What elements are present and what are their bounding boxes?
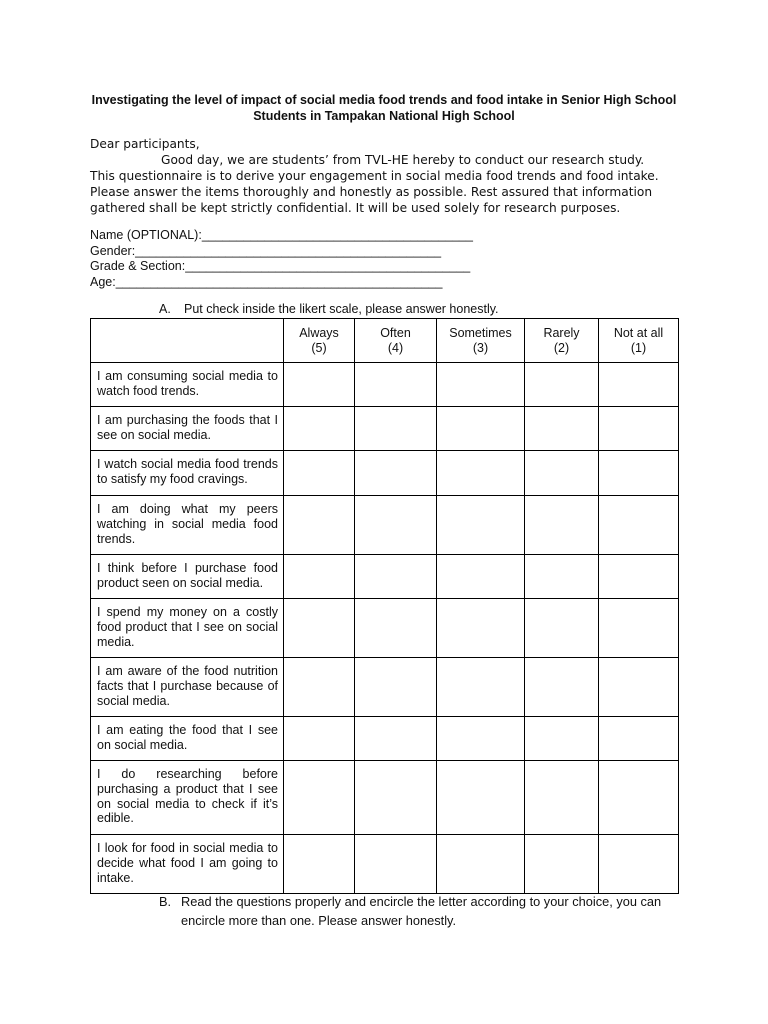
gender-field[interactable]: Gender:____________________________________________: [90, 243, 442, 258]
answer-cell[interactable]: [284, 451, 355, 496]
question-text: I am consuming social media to watch food trends.: [91, 363, 284, 407]
answer-cell[interactable]: [437, 363, 525, 407]
answer-cell[interactable]: [525, 555, 599, 599]
header-scale-cell: Rarely (2): [525, 319, 599, 363]
title-line-1: Investigating the level of impact of social media food trends and food intake in Senior High School: [91, 93, 677, 107]
name-field[interactable]: Name (OPTIONAL):_______________________________________: [90, 228, 473, 242]
answer-cell[interactable]: [525, 761, 599, 835]
intro-body-rest: This questionnaire is to derive your engagement in social media food trends and food intake. Please answer the items thoroughly and honestly as possible. Rest assured that information gathered shall be kept strictly confidential. It will be used solely for research purposes.: [90, 169, 659, 215]
answer-cell[interactable]: [355, 761, 437, 835]
likert-row: [91, 363, 679, 407]
answer-cell[interactable]: [437, 835, 525, 894]
answer-cell[interactable]: [525, 658, 599, 717]
age-field[interactable]: Age:_______________________________________________: [90, 274, 443, 289]
answer-cell[interactable]: [284, 658, 355, 717]
header-scale-cell: Always (5): [284, 319, 355, 363]
answer-cell[interactable]: [437, 761, 525, 835]
answer-cell[interactable]: [525, 451, 599, 496]
answer-cell[interactable]: [284, 363, 355, 407]
section-b-instruction: [159, 892, 689, 930]
answer-cell[interactable]: [355, 835, 437, 894]
header-scale-cell: Often (4): [355, 319, 437, 363]
answer-cell[interactable]: [284, 407, 355, 451]
answer-cell[interactable]: [599, 555, 679, 599]
section-a-text: Put check inside the likert scale, please answer honestly.: [184, 302, 499, 316]
question-text: I spend my money on a costly food product that I see on social media.: [91, 599, 284, 658]
header-scale-cell: Not at all (1): [599, 319, 679, 363]
answer-cell[interactable]: [355, 555, 437, 599]
answer-cell[interactable]: [355, 717, 437, 761]
question-text: I think before I purchase food product seen on social media.: [91, 555, 284, 599]
grade-section-field[interactable]: Grade & Section:_________________________________________: [90, 259, 471, 273]
answer-cell[interactable]: [437, 717, 525, 761]
answer-cell[interactable]: [525, 835, 599, 894]
answer-cell[interactable]: [525, 717, 599, 761]
answer-cell[interactable]: [284, 761, 355, 835]
answer-cell[interactable]: [437, 451, 525, 496]
answer-cell[interactable]: [525, 599, 599, 658]
header-question-cell: [91, 319, 284, 363]
question-text: I watch social media food trends to satisfy my food cravings.: [91, 451, 284, 496]
likert-row: [91, 407, 679, 451]
answer-cell[interactable]: [284, 835, 355, 894]
answer-cell[interactable]: [355, 407, 437, 451]
answer-cell[interactable]: [525, 363, 599, 407]
likert-header-row: [91, 319, 679, 363]
section-a-instruction: [159, 302, 499, 317]
answer-cell[interactable]: [284, 496, 355, 555]
answer-cell[interactable]: [599, 835, 679, 894]
answer-cell[interactable]: [599, 717, 679, 761]
section-b-text: Read the questions properly and encircle the letter according to your choice, you can encircle more than one. Please answer honestly.: [181, 894, 662, 928]
intro-body-first: Good day, we are students’ from TVL-HE hereby to conduct our research study.: [161, 153, 645, 167]
question-text: I am purchasing the foods that I see on social media.: [91, 407, 284, 451]
question-text: I am doing what my peers watching in social media food trends.: [91, 496, 284, 555]
question-text: I do researching before purchasing a product that I see on social media to check if it’s edible.: [91, 761, 284, 835]
intro-letter: [90, 136, 690, 216]
question-text: I am eating the food that I see on social media.: [91, 717, 284, 761]
answer-cell[interactable]: [355, 599, 437, 658]
likert-row: [91, 761, 679, 835]
respondent-fields: [90, 228, 490, 290]
answer-cell[interactable]: [284, 599, 355, 658]
likert-table: [90, 318, 679, 894]
likert-row: [91, 717, 679, 761]
likert-row: [91, 835, 679, 894]
salutation: Dear participants,: [90, 137, 200, 151]
answer-cell[interactable]: [599, 363, 679, 407]
question-text: I am aware of the food nutrition facts that I purchase because of social media.: [91, 658, 284, 717]
answer-cell[interactable]: [437, 658, 525, 717]
answer-cell[interactable]: [437, 599, 525, 658]
header-scale-cell: Sometimes (3): [437, 319, 525, 363]
answer-cell[interactable]: [599, 407, 679, 451]
answer-cell[interactable]: [437, 496, 525, 555]
answer-cell[interactable]: [525, 496, 599, 555]
answer-cell[interactable]: [355, 658, 437, 717]
answer-cell[interactable]: [355, 363, 437, 407]
answer-cell[interactable]: [355, 496, 437, 555]
question-text: I look for food in social media to decide what food I am going to intake.: [91, 835, 284, 894]
answer-cell[interactable]: [355, 451, 437, 496]
likert-row: [91, 451, 679, 496]
likert-row: [91, 658, 679, 717]
title-line-2: Students in Tampakan National High School: [253, 109, 515, 123]
answer-cell[interactable]: [525, 407, 599, 451]
likert-row: [91, 555, 679, 599]
answer-cell[interactable]: [599, 496, 679, 555]
document-title: [80, 92, 688, 124]
answer-cell[interactable]: [437, 407, 525, 451]
answer-cell[interactable]: [437, 555, 525, 599]
section-a-marker: A.: [159, 302, 171, 316]
answer-cell[interactable]: [284, 717, 355, 761]
answer-cell[interactable]: [599, 658, 679, 717]
likert-body: [91, 363, 679, 894]
answer-cell[interactable]: [599, 761, 679, 835]
answer-cell[interactable]: [599, 451, 679, 496]
likert-row: [91, 599, 679, 658]
likert-row: [91, 496, 679, 555]
answer-cell[interactable]: [284, 555, 355, 599]
section-b-marker: B.: [159, 894, 172, 909]
answer-cell[interactable]: [599, 599, 679, 658]
